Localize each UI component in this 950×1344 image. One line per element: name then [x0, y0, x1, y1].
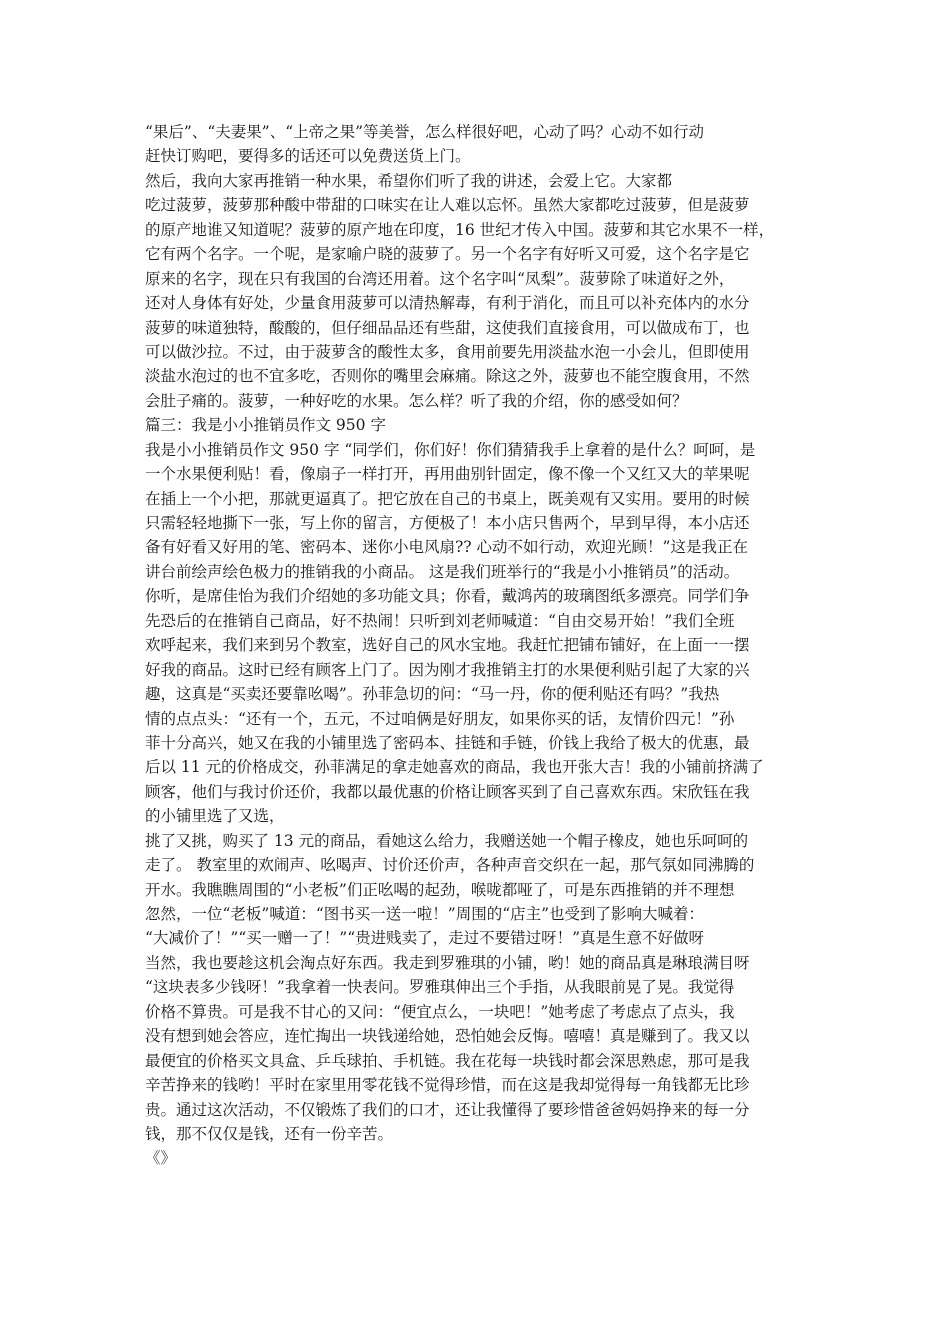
text-line: 顾客，他们与我讨价还价，我都以最优惠的价格让顾客买到了自己喜欢东西。宋欣钰在我 [145, 782, 750, 801]
text-line: 没有想到她会答应，连忙掏出一块钱递给她，恐怕她会反悔。嘻嘻！真是赚到了。我又以 [145, 1027, 750, 1046]
text-line: 只需轻轻地撕下一张，写上你的留言，方便极了！本小店只售两个，早到早得，本小店还 [145, 514, 750, 532]
text-line: 当然，我也要趁这机会淘点好东西。我走到罗雅琪的小铺，哟！她的商品真是琳琅满目呀 [145, 953, 750, 972]
text-line: 《》 [145, 1149, 177, 1168]
text-line: 淡盐水泡过的也不宜多吃，否则你的嘴里会麻痛。除这之外，菠萝也不能空腹食用，不然 [145, 367, 750, 386]
text-line: 先恐后的在推销自己商品，好不热闹！只听到刘老师喊道：“自由交易开始！”我们全班 [145, 611, 735, 630]
text-line: “果后”、“夫妻果”、“上帝之果”等美誉，怎么样很好吧，心动了吗？心动不如行动 [145, 123, 705, 141]
text-line: 我是小小推销员作文 950 字 “同学们，你们好！你们猜猜我手上拿着的是什么？呵呵，是 [145, 440, 756, 459]
document-body [145, 120, 815, 1171]
text-line: 欢呼起来，我们来到另个教室，选好自己的风水宝地。我赶忙把铺布铺好，在上面一一摆 [145, 636, 750, 655]
text-line: 开水。我瞧瞧周围的“小老板”们正吆喝的起劲，喉咙都哑了，可是东西推销的并不理想 [145, 880, 735, 899]
text-line: 好我的商品。这时已经有顾客上门了。因为刚才我推销主打的水果便利贴引起了大家的兴 [145, 660, 750, 679]
text-line: 会肚子痛的。菠萝，一种好吃的水果。怎么样？听了我的介绍，你的感受如何？ [145, 391, 688, 410]
text-line: 原来的名字，现在只有我国的台湾还用着。这个名字叫“凤梨”。菠萝除了味道好之外， [145, 269, 735, 288]
text-line: 可以做沙拉。不过，由于菠萝含的酸性太多，食用前要先用淡盐水泡一小会儿，但即使用 [145, 342, 750, 361]
text-line: 后以 11 元的价格成交，孙菲满足的拿走她喜欢的商品，我也开张大吉！我的小铺前挤满了 [145, 758, 764, 777]
text-line: 备有好看又好用的笔、密码本、迷你小电风扇?? 心动不如行动，欢迎光顾！”这是我正在 [145, 538, 748, 557]
text-line: 辛苦挣来的钱哟！平时在家里用零花钱不觉得珍惜，而在这是我却觉得每一角钱都无比珍 [145, 1076, 750, 1095]
text-line: 吃过菠萝，菠萝那种酸中带甜的口味实在让人难以忘怀。虽然大家都吃过菠萝，但是菠萝 [145, 196, 750, 215]
text-line: 菠萝的味道独特，酸酸的，但仔细品品还有些甜，这使我们直接食用，可以做成布丁，也 [145, 318, 750, 337]
text-line: 走了。 教室里的欢闹声、吆喝声、讨价还价声，各种声音交织在一起，那气氛如同沸腾的 [145, 856, 755, 875]
text-line: 你听，是席佳怡为我们介绍她的多功能文具；你看，戴鸿芮的玻璃图纸多漂亮。同学们争 [145, 587, 750, 606]
text-line: 挑了又挑，购买了 13 元的商品，看她这么给力，我赠送她一个帽子橡皮，她也乐呵呵的 [145, 831, 749, 850]
text-line: 贵。通过这次活动，不仅锻炼了我们的口才，还让我懂得了要珍惜爸爸妈妈挣来的每一分 [145, 1100, 750, 1119]
text-line: 忽然，一位“老板”喊道：“图书买一送一啦！”周围的“店主”也受到了影响大喊着： [145, 905, 705, 923]
text-line: 菲十分高兴，她又在我的小铺里选了密码本、挂链和手链，价钱上我给了极大的优惠，最 [145, 733, 750, 752]
text-line: 最便宜的价格买文具盒、乒乓球拍、手机链。我在花每一块钱时都会深思熟虑，那可是我 [145, 1051, 750, 1070]
text-line: 的小铺里选了又选， [145, 807, 285, 826]
text-line: “这块表多少钱呀！”我拿着一快表问。罗雅琪伸出三个手指，从我眼前晃了晃。我觉得 [145, 978, 735, 997]
text-line: “大减价了！”“买一赠一了！”“贵进贱卖了，走过不要错过呀！”真是生意不好做呀 [145, 929, 705, 948]
text-line: 一个水果便利贴！看，像扇子一样打开，再用曲别针固定，像不像一个又红又大的苹果呢 [145, 465, 750, 484]
text-line: 价格不算贵。可是我不甘心的又问：“便宜点么，一块吧！”她考虑了考虑点了点头，我 [145, 1002, 735, 1021]
text-line: 情的点点头：“还有一个，五元，不过咱俩是好朋友，如果你买的话，友情价四元！”孙 [145, 709, 735, 728]
text-line: 赶快订购吧，要得多的话还可以免费送货上门。 [145, 147, 471, 166]
text-line: 趣，这真是“买卖还要靠吆喝”。孙菲急切的问：“马一丹，你的便利贴还有吗？”我热 [145, 685, 720, 704]
text-line: 在插上一个小把，那就更逼真了。把它放在自己的书桌上，既美观有又实用。要用的时候 [145, 489, 750, 508]
text-line: 钱，那不仅仅是钱，还有一份辛苦。 [145, 1124, 394, 1143]
text-line: 还对人身体有好处，少量食用菠萝可以清热解毒，有利于消化，而且可以补充体内的水分 [145, 294, 750, 313]
text-line: 然后，我向大家再推销一种水果，希望你们听了我的讲述，会爱上它。大家都 [145, 171, 673, 190]
text-line: 篇三：我是小小推销员作文 950 字 [145, 416, 386, 435]
text-line: 它有两个名字。一个呢，是家喻户晓的菠萝了。另一个名字有好听又可爱，这个名字是它 [145, 245, 750, 264]
text-line: 讲台前绘声绘色极力的推销我的小商品。 这是我们班举行的“我是小小推销员”的活动。 [145, 562, 740, 581]
text-line: 的原产地谁又知道呢？菠萝的原产地在印度，16 世纪才传入中国。菠萝和其它水果不一样， [145, 220, 775, 239]
